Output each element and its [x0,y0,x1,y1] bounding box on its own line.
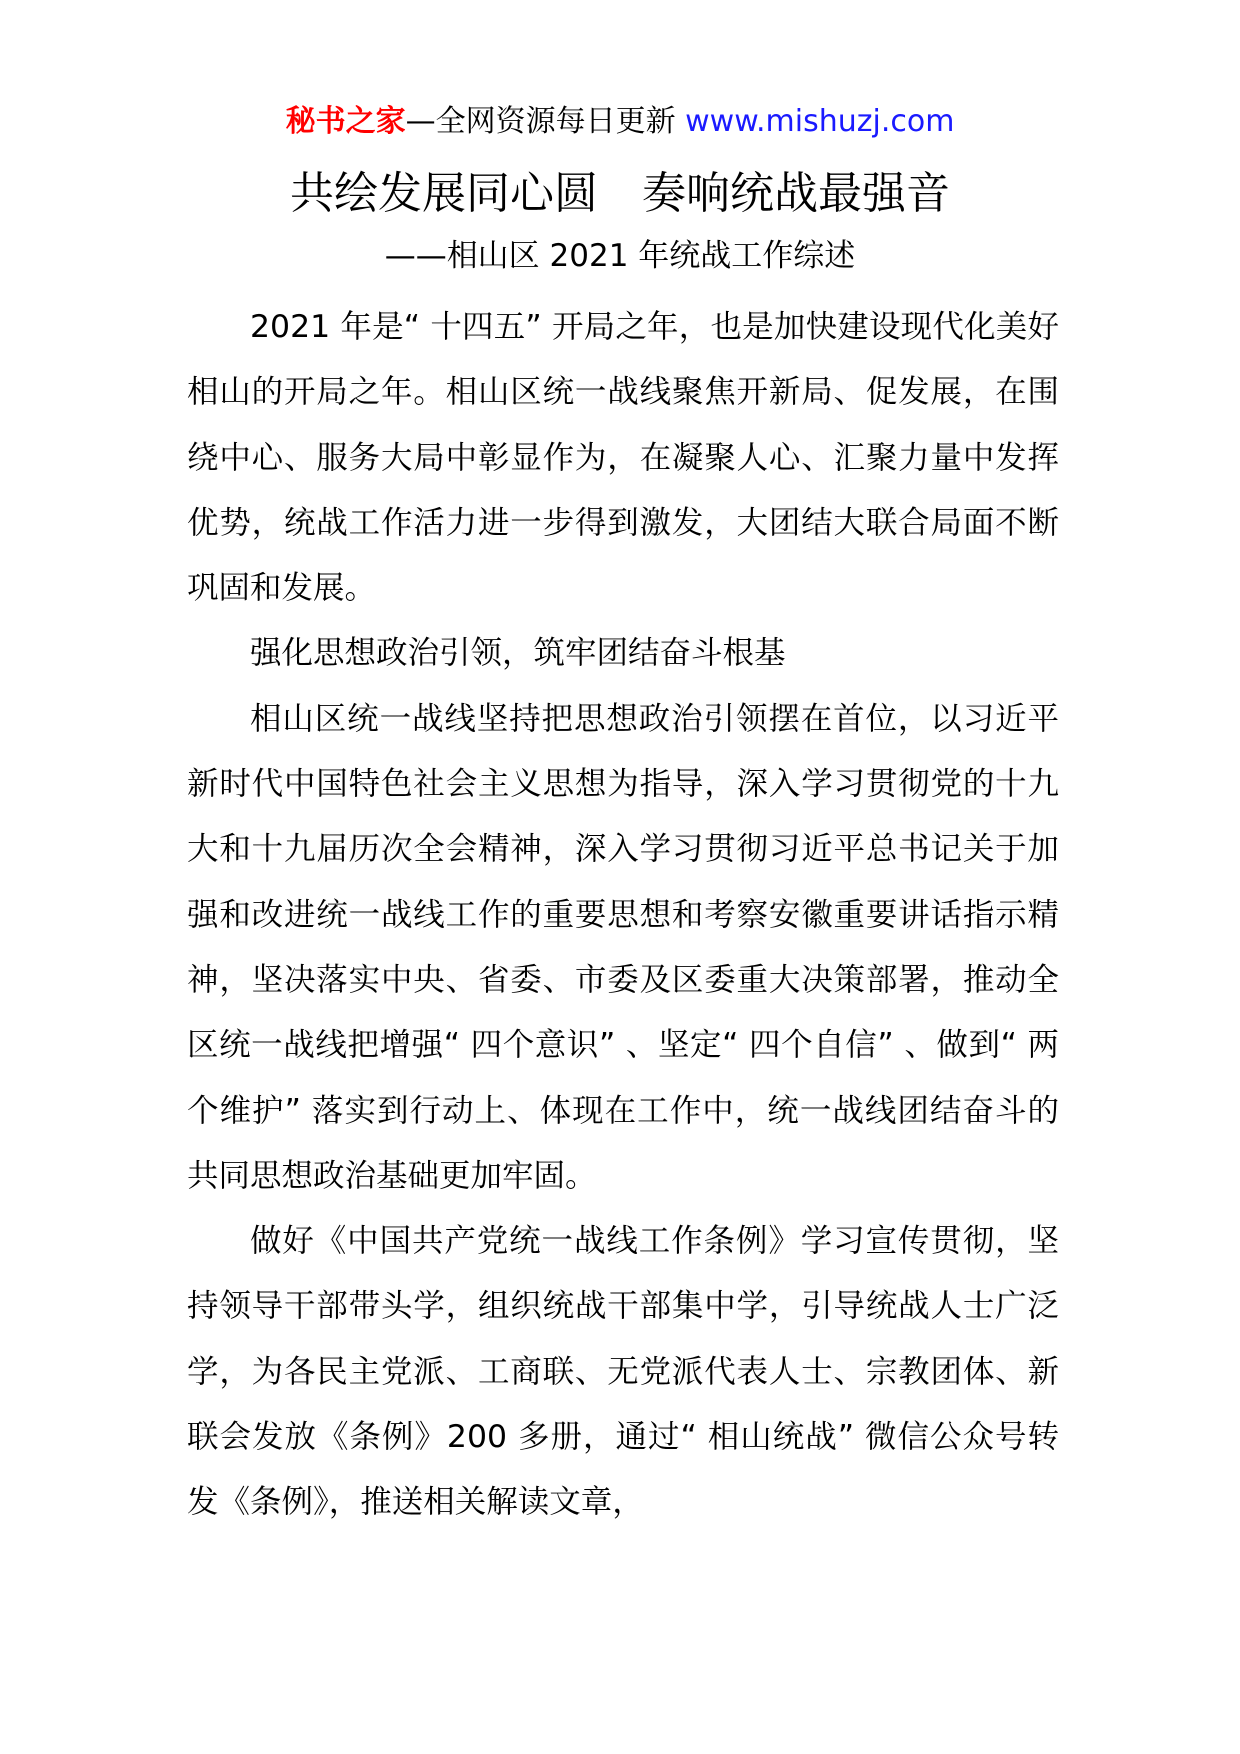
site-header [0,102,1240,142]
intro-paragraph: 2021 年是“ 十四五” 开局之年，也是加快建设现代化美好相山的开局之年。相山区统一战线聚焦开新局、促发展，在围绕中心、服务大局中彰显作为，在凝聚人心、汇聚力量中发挥优势，统战工作活力进一步得到激发，大团结大联合局面不断巩固和发展。 [187,309,1059,607]
section-heading: 强化思想政治引领，筑牢团结奋斗根基 [250,635,786,672]
document-subtitle: ——相山区 2021 年统战工作综述 [384,238,856,274]
site-tagline: —全网资源每日更新 [405,104,686,139]
document-body [187,295,1059,1536]
site-url[interactable]: www.mishuzj.com [685,104,955,139]
document-title: 共绘发展同心圆 奏响统战最强音 [290,168,950,219]
body-paragraph: 相山区统一战线坚持把思想政治引领摆在首位，以习近平新时代中国特色社会主义思想为指导，深入学习贯彻党的十九大和十九届历次全会精神，深入学习贯彻习近平总书记关于加强和改进统一战线工作的重要思想和考察安徽重要讲话指示精神，坚决落实中央、省委、市委及区委重大决策部署，推动全区统一战线把增强“ 四个意识” 、坚定“ 四个自信” 、做到“ 两个维护” 落实到行动上、体现在工作中，统一战线团结奋斗的共同思想政治基础更加牢固。 [187,700,1059,1194]
site-name: 秘书之家 [285,104,406,139]
body-paragraph: 做好《中国共产党统一战线工作条例》学习宣传贯彻，坚持领导干部带头学，组织统战干部集中学，引导统战人士广泛学，为各民主党派、工商联、无党派代表人士、宗教团体、新联会发放《条例》200 多册，通过“ 相山统战” 微信公众号转发《条例》，推送相关解读文章， [187,1223,1059,1521]
